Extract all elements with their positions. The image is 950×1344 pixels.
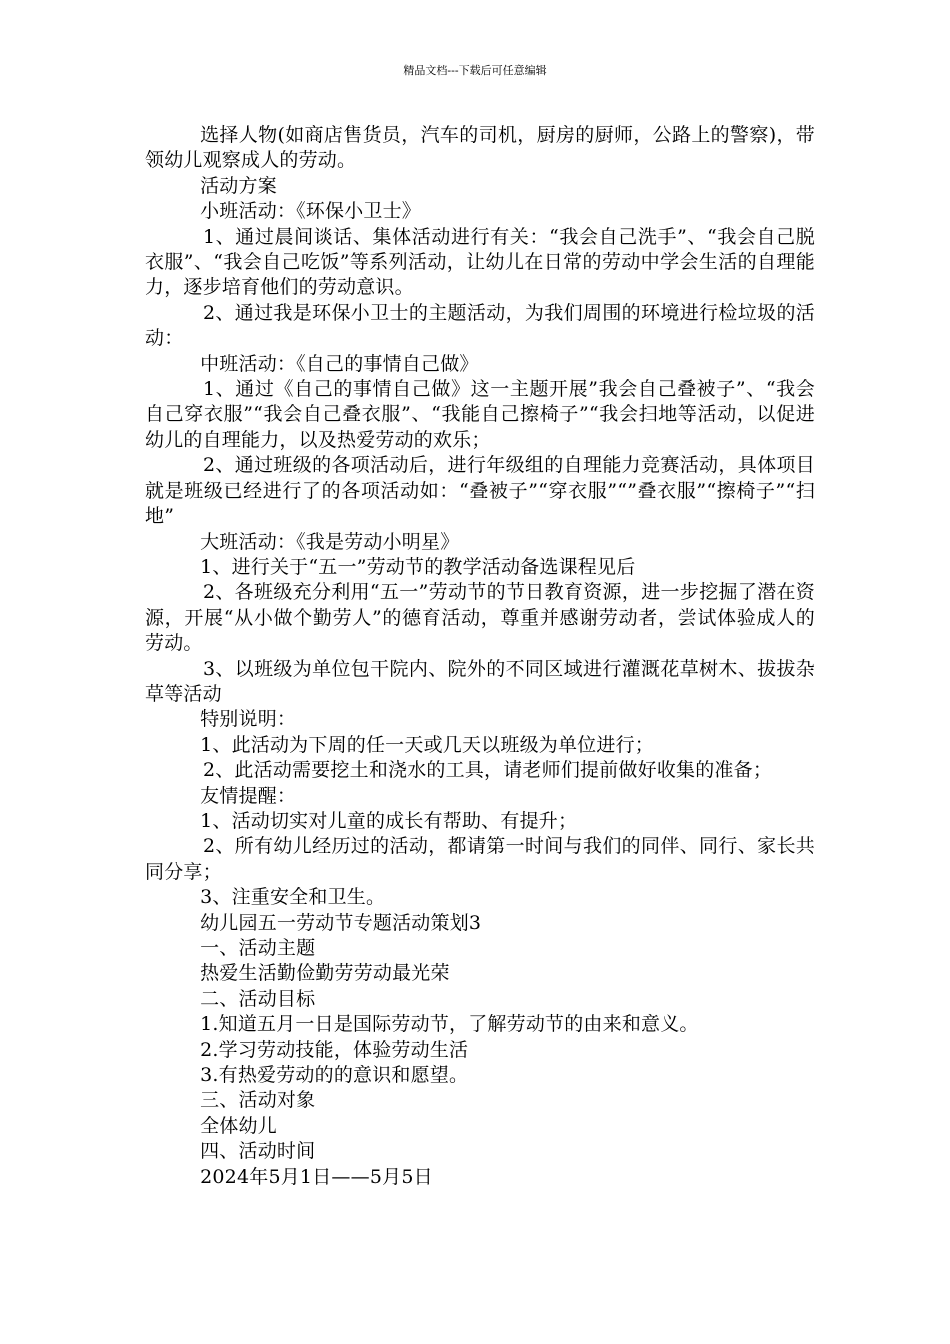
section-label: 友情提醒： [200,784,297,807]
section-heading: 一、活动主题 [200,937,316,959]
paragraph: 选择人物(如商店售货员，汽车的司机，厨房的厨师，公路上的警察)，带领幼儿观察成人的劳动。 [145,124,815,172]
page-header: 精品文档---下载后可任意编辑 [403,64,547,77]
list-item: 2、通过我是环保小卫士的主题活动，为我们周围的环境进行检垃圾的活动： [145,301,815,350]
document-title: 幼儿园五一劳动节专题活动策划3 [200,911,482,934]
section-heading: 四、活动时间 [200,1140,316,1163]
list-item: 1、活动切实对儿童的成长有帮助、有提升； [200,809,578,832]
section-heading: 二、活动目标 [200,987,316,1010]
list-item: 1、通过《自己的事情自己做》这一主题开展”我会自己叠被子”、“我会自己穿衣服”“我会自己叠衣服”、“我能自己擦椅子”“我会扫地等活动，以促进幼儿的自理能力，以及热爱劳动的欢乐； [145,378,815,451]
subsection-title: 中班活动：《自己的事情自己做》 [200,352,479,375]
list-item: 2、通过班级的各项活动后，进行年级组的自理能力竞赛活动，具体项目就是班级已经进行了的各项活动如：“叠被子”“穿衣服”“”叠衣服”“擦椅子”“扫地” [145,454,815,528]
list-item: 1.知道五月一日是国际劳动节，了解劳动节的由来和意义。 [200,1013,699,1036]
list-item: 2、各班级充分利用“五一”劳动节的节日教育资源，进一步挖掘了潜在资源，开展“从小做个勤劳人”的德育活动，尊重并感谢劳动者，尝试体验成人的劳动。 [145,581,815,655]
section-heading: 三、活动对象 [200,1089,316,1112]
list-item: 2.学习劳动技能，体验劳动生活 [200,1038,469,1061]
section-label: 特别说明： [200,708,297,731]
list-item: 2、此活动需要挖土和浇水的工具，请老师们提前做好收集的准备； [202,759,773,782]
paragraph: 2024年5月1日——5月5日 [200,1165,433,1188]
subsection-title: 大班活动：《我是劳动小明星》 [200,530,460,553]
document-body [145,123,815,1190]
paragraph: 全体幼儿 [200,1114,277,1137]
list-item: 2、所有幼儿经历过的活动，都请第一时间与我们的同伴、同行、家长共同分享； [145,835,815,883]
list-item: 3、注重安全和卫生。 [200,886,386,909]
paragraph: 热爱生活勤俭勤劳劳动最光荣 [200,962,450,985]
list-item: 1、此活动为下周的任一天或几天以班级为单位进行； [200,733,654,756]
list-item: 1、进行关于“五一”劳动节的教学活动备选课程见后 [200,555,636,578]
list-item: 3、以班级为单位包干院内、院外的不同区域进行灌溉花草树木、拔拔杂草等活动 [145,657,815,705]
section-label: 活动方案 [200,174,277,197]
list-item: 1、通过晨间谈话、集体活动进行有关：“我会自己洗手”、“我会自己脱衣服”、“我会自己吃饭”等系列活动，让幼儿在日常的劳动中学会生活的自理能力，逐步培育他们的劳动意识。 [145,225,815,299]
list-item: 3.有热爱劳动的的意识和愿望。 [200,1064,469,1087]
subsection-title: 小班活动：《环保小卫士》 [200,200,421,223]
